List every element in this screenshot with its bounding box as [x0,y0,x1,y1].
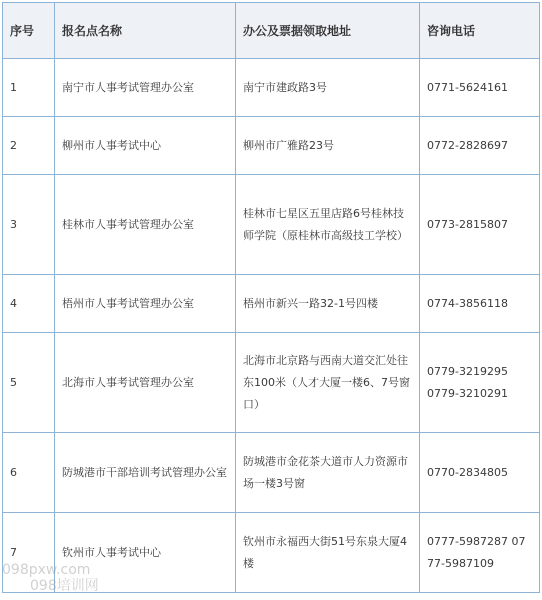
row-phone [420,513,540,593]
row-index: 3 [3,175,55,275]
row-phone [420,333,540,433]
header-index: 序号 [3,3,55,59]
phone-number: 0779-3219295 [427,364,508,378]
row-index: 6 [3,433,55,513]
table-row [3,275,540,333]
phone-number: 0777-5987287 0777-5987109 [427,534,526,570]
row-index: 7 [3,513,55,593]
row-address: 防城港市金花茶大道市人力资源市场一楼3号窗 [236,433,420,513]
row-phone [420,275,540,333]
table-header-row [3,3,540,59]
row-address: 梧州市新兴一路32-1号四楼 [236,275,420,333]
row-name: 防城港市干部培训考试管理办公室 [55,433,236,513]
table-row [3,117,540,175]
row-address: 钦州市永福西大街51号东泉大厦4楼 [236,513,420,593]
header-name: 报名点名称 [55,3,236,59]
row-name: 柳州市人事考试中心 [55,117,236,175]
row-name: 北海市人事考试管理办公室 [55,333,236,433]
row-name: 桂林市人事考试管理办公室 [55,175,236,275]
phone-number: 0771-5624161 [427,80,508,94]
row-phone [420,175,540,275]
row-address: 柳州市广雅路23号 [236,117,420,175]
header-phone: 咨询电话 [420,3,540,59]
row-index: 5 [3,333,55,433]
row-phone [420,433,540,513]
header-address: 办公及票据领取地址 [236,3,420,59]
row-name: 梧州市人事考试管理办公室 [55,275,236,333]
table-row [3,333,540,433]
row-name: 南宁市人事考试管理办公室 [55,59,236,117]
row-address: 北海市北京路与西南大道交汇处往东100米（人才大厦一楼6、7号窗口） [236,333,420,433]
row-name: 钦州市人事考试中心 [55,513,236,593]
row-index: 4 [3,275,55,333]
row-index: 1 [3,59,55,117]
table-row [3,513,540,593]
row-index: 2 [3,117,55,175]
registration-table [2,2,540,593]
row-phone [420,117,540,175]
phone-number: 0773-2815807 [427,217,508,231]
phone-number: 0772-2828697 [427,138,508,152]
watermark-line-1: 098pxw.com [2,562,91,578]
row-address: 桂林市七星区五里店路6号桂林技师学院（原桂林市高级技工学校） [236,175,420,275]
row-address: 南宁市建政路3号 [236,59,420,117]
phone-number: 0779-3210291 [427,386,508,400]
row-phone [420,59,540,117]
phone-number: 0770-2834805 [427,465,508,479]
table-row [3,175,540,275]
phone-number: 0774-3856118 [427,296,508,310]
table-row [3,59,540,117]
watermark-line-2: 098培训网 [30,578,99,594]
table-row [3,433,540,513]
